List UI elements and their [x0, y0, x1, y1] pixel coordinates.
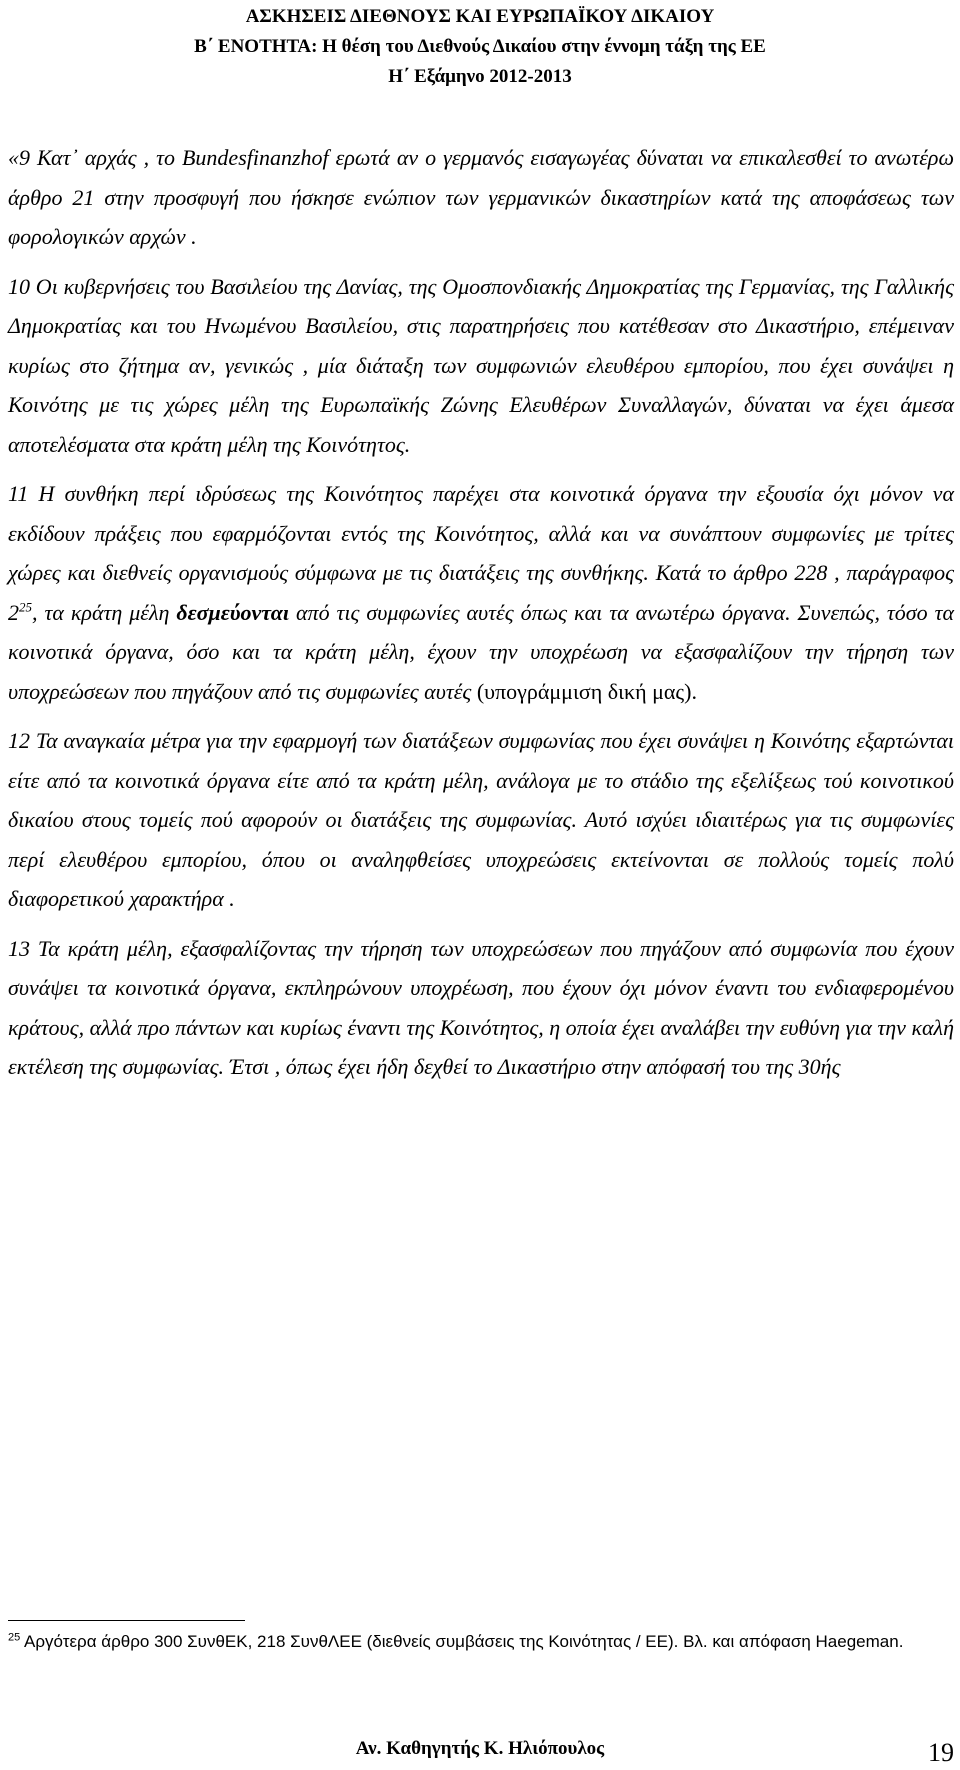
- footnote-text: Αργότερα άρθρο 300 ΣυνθΕΚ, 218 ΣυνθΛΕΕ (διεθνείς συμβάσεις της Κοινότητας / ΕΕ). Βλ. και απόφαση Haegeman.: [20, 1632, 904, 1651]
- header-course-title: ΑΣΚΗΣΕΙΣ ΔΙΕΘΝΟΥΣ ΚΑΙ ΕΥΡΩΠΑΪΚΟΥ ΔΙΚΑΙΟΥ: [245, 6, 715, 27]
- header-semester: Η΄ Εξάμηνο 2012-2013: [388, 66, 572, 87]
- paragraph-11-text-b: , τα κράτη μέλη: [32, 599, 177, 625]
- paragraph-12: 12 Τα αναγκαία μέτρα για την εφαρμογή των διατάξεων συμφωνίας που έχει συνάψει η Κοινότης εξαρτώνται είτε από τα κοινοτικά όργανα είτε από τα κράτη μέλη, ανάλογα με το στάδιο της εξελίξεως τού κοινοτικού δικαίου στους τομείς πού αφορούν οι διατάξεις της συμφωνίας. Αυτό ισχύει ιδιαιτέρως για τις συμφωνίες περί ελευθέρου εμπορίου, όπου οι αναληφθείσες υποχρεώσεις εκτείνονται σε πολλούς τομείς πολύ διαφορετικού χαρακτήρα .: [8, 728, 954, 911]
- header-unit-title: Β΄ ΕΝΟΤΗΤΑ: Η θέση του Διεθνούς Δικαίου στην έννομη τάξη της ΕΕ: [194, 36, 766, 57]
- footnote-separator: [8, 1620, 245, 1621]
- footnote-reference-25[interactable]: 25: [19, 599, 32, 615]
- footer-author: Αν. Καθηγητής Κ. Ηλιόπουλος: [355, 1738, 605, 1759]
- footnote-number: 25: [8, 1631, 21, 1644]
- editor-note: (υπογράμμιση δική μας).: [471, 678, 697, 704]
- paragraph-11: [8, 474, 954, 711]
- paragraph-13: 13 Τα κράτη μέλη, εξασφαλίζοντας την τήρηση των υποχρεώσεων που πηγάζουν από συμφωνία που έχουν συνάψει τα κοινοτικά όργανα, εκπληρώνουν υποχρέωση, που έχουν όχι μόνον έναντι του ενδιαφερομένου κράτους, αλλά προ πάντων και κυρίως έναντι της Κοινότητος, η οποία έχει αναλάβει την ευθύνη για την καλή εκτέλεση της συμφωνίας. Έτσι , όπως έχει ήδη δεχθεί το Δικαστήριο στην απόφασή του της 30ής: [8, 935, 954, 1079]
- paragraph-11-text-a: 11 Η συνθήκη περί ιδρύσεως της Κοινότητος παρέχει στα κοινοτικά όργανα την εξουσία όχι μόνον να εκδίδουν πράξεις που εφαρμόζονται εντός της Κοινότητος, αλλά και να συνάπτουν συμφωνίες με τρίτες χώρες και διεθνείς οργανισμούς σύμφωνα με τις διατάξεις της συνθήκης. Κατά το άρθρο 228 , παράγραφος 2: [8, 481, 954, 625]
- paragraph-10: 10 Οι κυβερνήσεις του Βασιλείου της Δανίας, της Ομοσπονδιακής Δημοκρατίας της Γερμανίας, της Γαλλικής Δημοκρατίας και του Ηνωμένου Βασιλείου, στις παρατηρήσεις που κατέθεσαν στο Δικαστήριο, επέμειναν κυρίως στο ζήτημα αν, γενικώς , μία διάταξη των συμφωνιών ελευθέρου εμπορίου, που έχει συνάψει η Κοινότης με τις χώρες μέλη της Ευρωπαϊκής Ζώνης Ελευθέρων Συναλλαγών, δύναται να έχει άμεσα αποτελέσματα στα κράτη μέλη της Κοινότητος.: [8, 273, 954, 457]
- footnote-25: [8, 1628, 954, 1655]
- page-header: [0, 0, 960, 92]
- paragraph-11-text-c: από τις συμφωνίες αυτές όπως και τα ανωτέρω όργανα. Συνεπώς, τόσο τα κοινοτικά όργανα, όσο και τα κράτη μέλη, έχουν την υποχρέωση να εξασφαλίζουν την τήρηση των υποχρεώσεων που πηγάζουν από τις συμφωνίες αυτές: [8, 599, 955, 704]
- paragraph-9: «9 Κατ᾽ αρχάς , το Bundesfinanzhof ερωτά αν ο γερμανός εισαγωγέας δύναται να επικαλεσθεί το ανωτέρω άρθρο 21 στην προσφυγή που ήσκησε ενώπιον των γερμανικών δικαστηρίων κατά της αποφάσεως των φορολογικών αρχών .: [8, 145, 954, 249]
- document-body: [8, 138, 954, 1097]
- emphasized-word: δεσμεύονται: [176, 599, 290, 625]
- page-number: 19: [928, 1738, 954, 1767]
